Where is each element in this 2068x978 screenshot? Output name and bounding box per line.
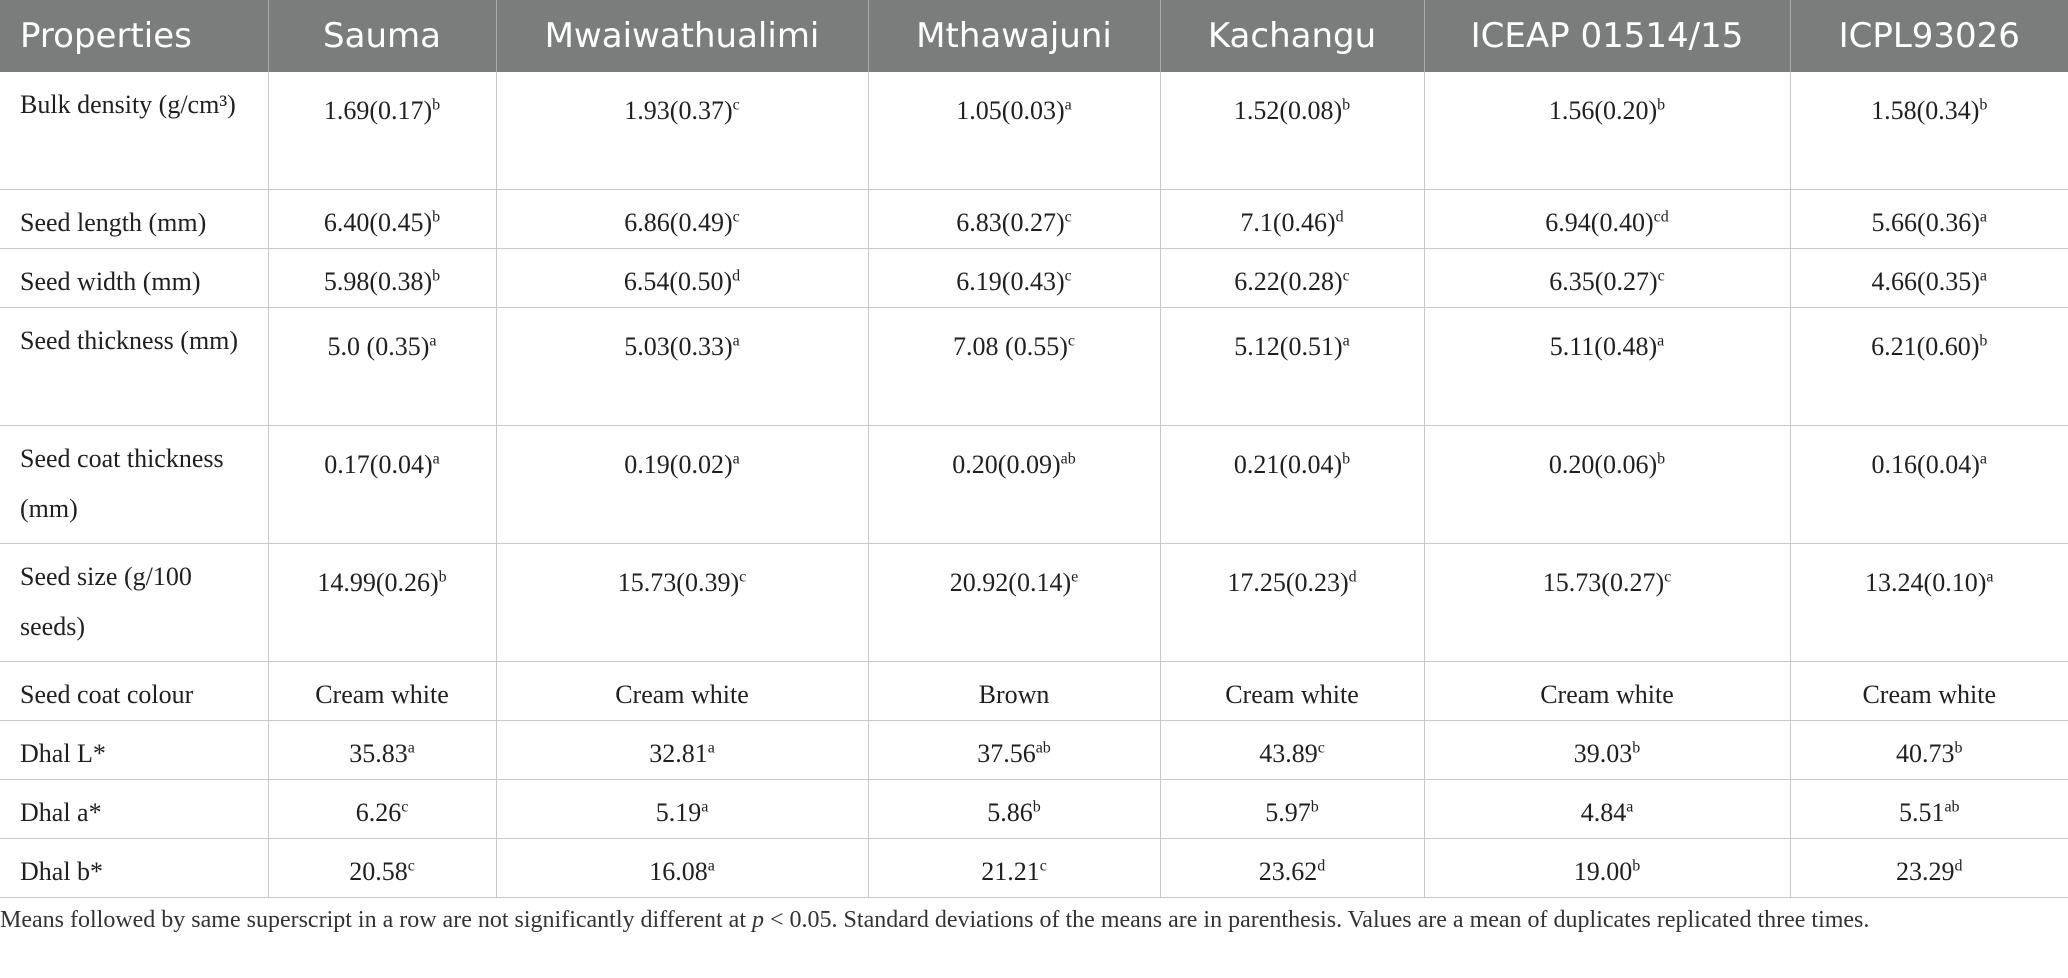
- table-cell: [1790, 721, 2068, 780]
- table-row: [0, 426, 2068, 544]
- header-row: [0, 0, 2068, 72]
- table-cell: [268, 544, 496, 662]
- cell-value: Cream white: [315, 680, 449, 709]
- table-cell: [268, 839, 496, 898]
- table-cell: [1424, 544, 1790, 662]
- table-cell: [1790, 308, 2068, 426]
- table-cell: [496, 780, 868, 839]
- table-cell: [1160, 721, 1424, 780]
- cell-superscript: c: [732, 208, 740, 226]
- cell-value: Cream white: [1225, 680, 1359, 709]
- cell-superscript: c: [1317, 739, 1325, 757]
- cell-superscript: a: [1979, 267, 1987, 285]
- cell-value: 1.93(0.37): [624, 96, 733, 125]
- table-cell: [1424, 839, 1790, 898]
- header-cell-kachangu: Kachangu: [1160, 0, 1424, 72]
- cell-value: 23.29: [1896, 857, 1955, 886]
- cell-superscript: a: [707, 857, 715, 875]
- cell-superscript: c: [1039, 857, 1047, 875]
- table-cell: [1160, 72, 1424, 190]
- cell-value: 0.21(0.04): [1233, 450, 1343, 479]
- table-cell: [496, 721, 868, 780]
- cell-superscript: b: [1632, 857, 1641, 875]
- row-label: Seed thickness (mm): [0, 308, 268, 426]
- table-cell: [1160, 308, 1424, 426]
- table-cell: [868, 780, 1160, 839]
- cell-superscript: a: [1979, 450, 1987, 468]
- header-cell-mwaiwathualimi: Mwaiwathualimi: [496, 0, 868, 72]
- cell-superscript: ab: [1035, 739, 1051, 757]
- cell-superscript: c: [1064, 208, 1072, 226]
- table-cell: [868, 662, 1160, 721]
- footnote-p-symbol: p: [752, 907, 765, 933]
- cell-value: 13.24(0.10): [1865, 568, 1987, 597]
- cell-value: 7.1(0.46): [1240, 208, 1336, 237]
- cell-value: 1.58(0.34): [1871, 96, 1980, 125]
- table-cell: [1424, 308, 1790, 426]
- row-label: Bulk density (g/cm³): [0, 72, 268, 190]
- cell-superscript: d: [1335, 208, 1344, 226]
- table-cell: [1160, 249, 1424, 308]
- table-body: [0, 72, 2068, 898]
- cell-value: 7.08 (0.55): [953, 332, 1068, 361]
- header-cell-sauma: Sauma: [268, 0, 496, 72]
- cell-superscript: b: [432, 267, 441, 285]
- cell-value: 0.19(0.02): [624, 450, 733, 479]
- cell-value: Cream white: [615, 680, 749, 709]
- cell-superscript: e: [1071, 568, 1079, 586]
- cell-value: 0.20(0.06): [1548, 450, 1658, 479]
- header-cell-iceap: ICEAP 01514/15: [1424, 0, 1790, 72]
- cell-value: 5.86: [987, 798, 1033, 827]
- cell-superscript: c: [1067, 332, 1075, 350]
- cell-value: 0.16(0.04): [1871, 450, 1980, 479]
- cell-superscript: a: [407, 739, 415, 757]
- table-cell: [1424, 426, 1790, 544]
- cell-superscript: c: [1664, 568, 1672, 586]
- row-label: Seed coat colour: [0, 662, 268, 721]
- cell-superscript: a: [701, 798, 709, 816]
- cell-superscript: d: [1348, 568, 1357, 586]
- cell-value: Cream white: [1540, 680, 1674, 709]
- table-row: [0, 662, 2068, 721]
- cell-superscript: a: [429, 332, 437, 350]
- table-row: [0, 780, 2068, 839]
- cell-superscript: b: [1979, 332, 1988, 350]
- cell-superscript: a: [732, 450, 740, 468]
- table-cell: [868, 426, 1160, 544]
- cell-value: 17.25(0.23): [1227, 568, 1349, 597]
- cell-value: 14.99(0.26): [317, 568, 439, 597]
- table-cell: [868, 721, 1160, 780]
- cell-superscript: c: [732, 96, 740, 114]
- table-cell: [496, 249, 868, 308]
- table-cell: [1424, 190, 1790, 249]
- table-cell: [868, 72, 1160, 190]
- cell-value: 6.94(0.40): [1545, 208, 1654, 237]
- table-cell: [1424, 662, 1790, 721]
- table-cell: [1790, 544, 2068, 662]
- cell-superscript: c: [1064, 267, 1072, 285]
- cell-superscript: b: [1632, 739, 1641, 757]
- cell-value: 23.62: [1258, 857, 1318, 886]
- table-cell: [1424, 249, 1790, 308]
- cell-value: 15.73(0.39): [617, 568, 740, 597]
- table-cell: [268, 780, 496, 839]
- cell-value: 5.12(0.51): [1234, 332, 1343, 361]
- table-cell: [268, 721, 496, 780]
- cell-value: 0.17(0.04): [324, 450, 433, 479]
- cell-value: 1.05(0.03): [956, 96, 1065, 125]
- cell-value: 4.66(0.35): [1871, 267, 1980, 296]
- table-cell: [1160, 662, 1424, 721]
- cell-superscript: a: [707, 739, 715, 757]
- row-label: Dhal L*: [0, 721, 268, 780]
- table-cell: [1424, 780, 1790, 839]
- cell-value: 1.52(0.08): [1233, 96, 1343, 125]
- cell-superscript: a: [1979, 208, 1987, 226]
- cell-value: 0.20(0.09): [952, 450, 1061, 479]
- cell-superscript: a: [432, 450, 440, 468]
- table-cell: [1790, 426, 2068, 544]
- cell-superscript: b: [1342, 96, 1351, 114]
- cell-superscript: b: [432, 96, 441, 114]
- cell-value: 6.40(0.45): [323, 208, 433, 237]
- cell-value: 1.56(0.20): [1548, 96, 1658, 125]
- cell-value: 39.03: [1573, 739, 1633, 768]
- cell-superscript: c: [407, 857, 415, 875]
- cell-value: 20.58: [349, 857, 408, 886]
- cell-superscript: c: [739, 568, 747, 586]
- cell-value: Cream white: [1862, 680, 1997, 709]
- table-cell: [268, 72, 496, 190]
- cell-superscript: c: [1342, 267, 1350, 285]
- table-cell: [868, 249, 1160, 308]
- cell-superscript: d: [1317, 857, 1326, 875]
- cell-superscript: a: [1342, 332, 1350, 350]
- table-cell: [1160, 544, 1424, 662]
- table-cell: [1790, 190, 2068, 249]
- cell-value: 5.98(0.38): [323, 267, 433, 296]
- cell-superscript: ab: [1060, 450, 1076, 468]
- table-cell: [1790, 662, 2068, 721]
- table-row: [0, 308, 2068, 426]
- cell-superscript: b: [432, 208, 441, 226]
- cell-value: 16.08: [649, 857, 708, 886]
- table-cell: [268, 308, 496, 426]
- cell-superscript: b: [438, 568, 447, 586]
- cell-superscript: d: [732, 267, 741, 285]
- cell-value: 43.89: [1259, 739, 1318, 768]
- cell-value: 6.19(0.43): [956, 267, 1065, 296]
- cell-value: 6.86(0.49): [624, 208, 733, 237]
- table-cell: [1160, 780, 1424, 839]
- table-cell: [268, 249, 496, 308]
- row-label: Dhal a*: [0, 780, 268, 839]
- table-row: [0, 544, 2068, 662]
- cell-value: 6.26: [355, 798, 402, 827]
- cell-value: 20.92(0.14): [949, 568, 1072, 597]
- row-label: Seed coat thickness (mm): [0, 426, 268, 544]
- cell-value: 32.81: [649, 739, 708, 768]
- cell-superscript: c: [1657, 267, 1665, 285]
- cell-value: 1.69(0.17): [323, 96, 433, 125]
- cell-value: 6.21(0.60): [1871, 332, 1980, 361]
- cell-value: 5.0 (0.35): [327, 332, 430, 361]
- cell-value: 15.73(0.27): [1542, 568, 1665, 597]
- table-cell: [1790, 249, 2068, 308]
- cell-value: 6.22(0.28): [1234, 267, 1343, 296]
- row-label: Dhal b*: [0, 839, 268, 898]
- row-label: Seed size (g/100 seeds): [0, 544, 268, 662]
- cell-value: 5.51: [1898, 798, 1945, 827]
- table-cell: [496, 839, 868, 898]
- table-cell: [868, 308, 1160, 426]
- table-cell: [1160, 839, 1424, 898]
- header-cell-icpl: ICPL93026: [1790, 0, 2068, 72]
- row-label: Seed width (mm): [0, 249, 268, 308]
- table-cell: [268, 426, 496, 544]
- table-cell: [496, 308, 868, 426]
- table-cell: [268, 190, 496, 249]
- cell-value: 6.35(0.27): [1549, 267, 1658, 296]
- table-cell: [496, 426, 868, 544]
- cell-value: 6.83(0.27): [956, 208, 1065, 237]
- footnote-text-1: Means followed by same superscript in a row are not significantly different at: [0, 907, 753, 933]
- cell-superscript: c: [401, 798, 409, 816]
- cell-value: 40.73: [1896, 739, 1955, 768]
- table-cell: [268, 662, 496, 721]
- cell-superscript: b: [1657, 96, 1666, 114]
- table-header: [0, 0, 2068, 72]
- table-cell: [1790, 72, 2068, 190]
- cell-superscript: b: [1954, 739, 1963, 757]
- cell-value: 35.83: [349, 739, 408, 768]
- cell-superscript: a: [732, 332, 740, 350]
- table-cell: [1160, 426, 1424, 544]
- header-cell-properties: Properties: [0, 0, 268, 72]
- cell-superscript: b: [1657, 450, 1666, 468]
- cell-value: 19.00: [1573, 857, 1633, 886]
- table-cell: [1160, 190, 1424, 249]
- cell-superscript: d: [1954, 857, 1963, 875]
- cell-superscript: a: [1657, 332, 1665, 350]
- table-cell: [496, 190, 868, 249]
- table-row: [0, 721, 2068, 780]
- table-footnote: [0, 902, 2040, 938]
- cell-value: 21.21: [981, 857, 1040, 886]
- row-label: Seed length (mm): [0, 190, 268, 249]
- cell-superscript: b: [1310, 798, 1319, 816]
- cell-value: 5.66(0.36): [1871, 208, 1980, 237]
- cell-value: 5.11(0.48): [1549, 332, 1658, 361]
- cell-value: 5.19: [655, 798, 702, 827]
- cell-superscript: a: [1986, 568, 1994, 586]
- cell-value: 5.97: [1265, 798, 1311, 827]
- table-cell: [868, 190, 1160, 249]
- table-cell: [496, 72, 868, 190]
- footnote-text-2: < 0.05. Standard deviations of the means are in parenthesis. Values are a mean of duplicates replicated three times.: [764, 907, 1870, 933]
- table-row: [0, 839, 2068, 898]
- cell-superscript: a: [1064, 96, 1072, 114]
- table-cell: [868, 544, 1160, 662]
- cell-value: 37.56: [977, 739, 1036, 768]
- table-cell: [496, 662, 868, 721]
- table-row: [0, 72, 2068, 190]
- cell-value: Brown: [978, 680, 1050, 709]
- cell-value: 6.54(0.50): [623, 267, 733, 296]
- cell-superscript: cd: [1653, 208, 1669, 226]
- cell-superscript: b: [1979, 96, 1988, 114]
- header-cell-mthawajuni: Mthawajuni: [868, 0, 1160, 72]
- cell-superscript: b: [1032, 798, 1041, 816]
- cell-superscript: ab: [1944, 798, 1960, 816]
- cell-value: 4.84: [1580, 798, 1627, 827]
- table-row: [0, 190, 2068, 249]
- table-cell: [1424, 72, 1790, 190]
- table-row: [0, 249, 2068, 308]
- table-cell: [1790, 780, 2068, 839]
- table-cell: [1424, 721, 1790, 780]
- table-cell: [1790, 839, 2068, 898]
- table-cell: [868, 839, 1160, 898]
- cell-value: 5.03(0.33): [624, 332, 733, 361]
- cell-superscript: a: [1626, 798, 1634, 816]
- table-cell: [496, 544, 868, 662]
- cell-superscript: b: [1342, 450, 1351, 468]
